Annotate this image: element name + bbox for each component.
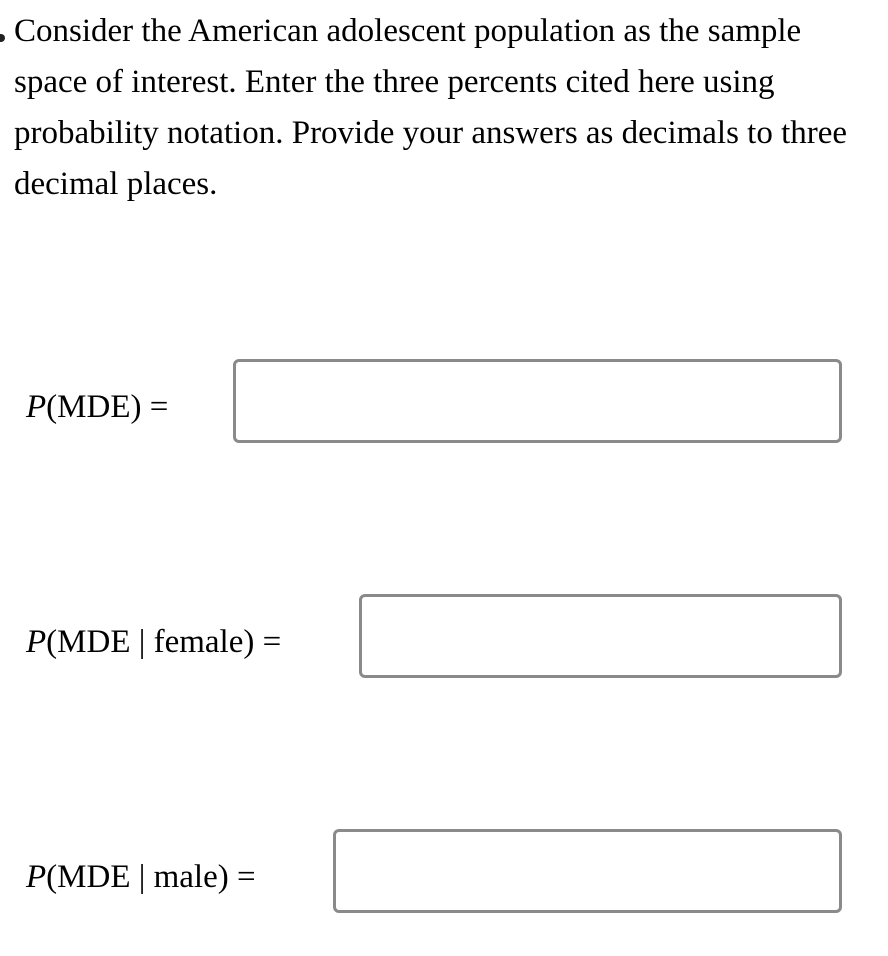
answer-input-mde-female[interactable] [359, 594, 842, 678]
probability-symbol: P [26, 624, 47, 660]
probability-label-mde-female [26, 622, 281, 662]
answer-input-mde[interactable] [233, 359, 842, 443]
partial-question-marker [0, 34, 5, 42]
probability-symbol: P [26, 389, 47, 425]
question-prompt: Consider the American adolescent population as the sample space of interest. Enter the three percents cited here using probability notation. Provide your answers as decimals to three decimal places. [14, 13, 848, 202]
probability-symbol: P [26, 859, 47, 895]
equals-sign: = [262, 624, 282, 660]
probability-expression: (MDE | female) [46, 624, 255, 660]
answer-row-mde-female [0, 594, 888, 678]
probability-label-mde [26, 387, 168, 427]
probability-expression: (MDE) [46, 389, 142, 425]
equals-sign: = [236, 859, 256, 895]
answer-input-mde-male[interactable] [333, 829, 842, 913]
answer-row-mde [0, 359, 888, 443]
answer-row-mde-male [0, 829, 888, 913]
probability-expression: (MDE | male) [46, 859, 229, 895]
probability-label-mde-male [26, 857, 256, 897]
equals-sign: = [149, 389, 169, 425]
